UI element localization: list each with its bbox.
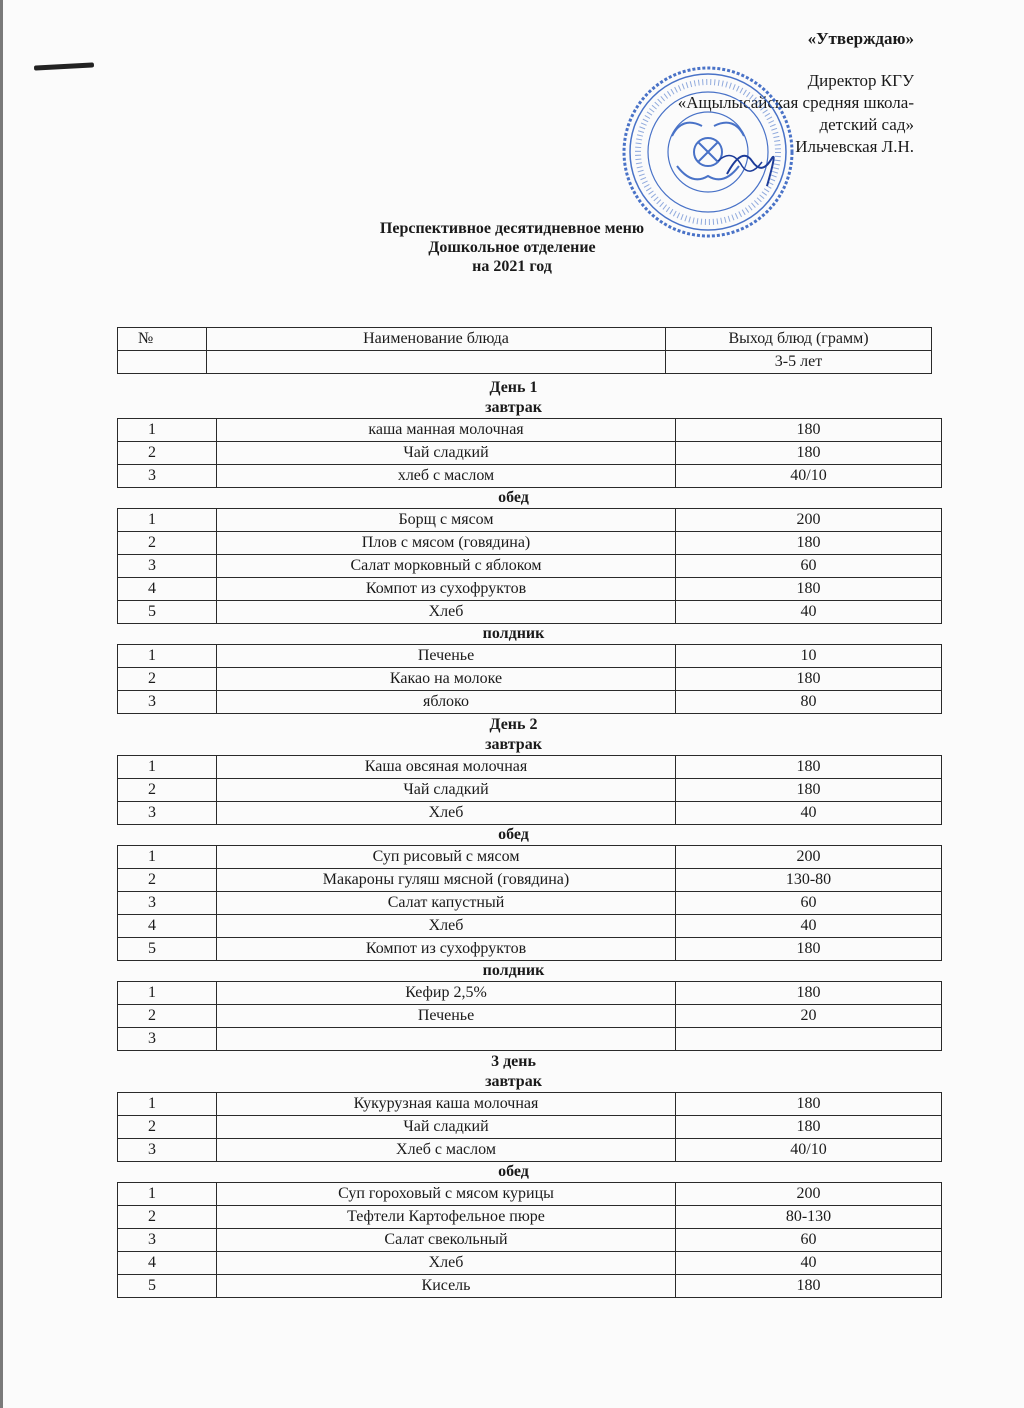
item-number: 4 <box>118 1252 217 1275</box>
dish-yield: 60 <box>676 555 942 578</box>
dish-name: Салат свекольный <box>217 1229 676 1252</box>
age-empty-name <box>207 351 666 374</box>
dish-name: Компот из сухофруктов <box>217 938 676 961</box>
approval-title: «Утверждаю» <box>807 29 914 48</box>
day-title: 3 день <box>491 1053 536 1070</box>
col-dish-name-header: Наименование блюда <box>207 328 666 351</box>
scan-artifact <box>34 62 94 70</box>
header-row <box>118 328 932 351</box>
item-number: 2 <box>118 532 217 555</box>
meal-table <box>117 755 942 825</box>
dish-name: Кефир 2,5% <box>217 982 676 1005</box>
table-row <box>118 1116 942 1139</box>
dish-name: каша манная молочная <box>217 419 676 442</box>
table-row <box>118 1206 942 1229</box>
table-row <box>118 1093 942 1116</box>
table-row <box>118 869 942 892</box>
dish-yield: 40 <box>676 601 942 624</box>
dish-name: Кукурузная каша молочная <box>217 1093 676 1116</box>
dish-name: Хлеб <box>217 915 676 938</box>
meal-table <box>117 644 942 714</box>
age-empty-num <box>118 351 207 374</box>
dish-yield: 80-130 <box>676 1206 942 1229</box>
table-row <box>118 1028 942 1051</box>
table-row <box>118 668 942 691</box>
dish-yield: 60 <box>676 892 942 915</box>
item-number: 3 <box>118 802 217 825</box>
dish-yield: 60 <box>676 1229 942 1252</box>
table-row <box>118 1183 942 1206</box>
table-row <box>118 1275 942 1298</box>
dish-yield: 40/10 <box>676 1139 942 1162</box>
item-number: 2 <box>118 869 217 892</box>
dish-yield: 180 <box>676 982 942 1005</box>
dish-yield: 180 <box>676 756 942 779</box>
item-number: 2 <box>118 1206 217 1229</box>
dish-name: Чай сладкий <box>217 779 676 802</box>
table-row <box>118 691 942 714</box>
meal-table <box>117 418 942 488</box>
dish-yield: 200 <box>676 509 942 532</box>
menu-content <box>117 327 910 1298</box>
dish-yield: 40 <box>676 802 942 825</box>
dish-yield: 180 <box>676 1116 942 1139</box>
meal-table <box>117 845 942 961</box>
item-number: 1 <box>118 1183 217 1206</box>
dish-name: Кисель <box>217 1275 676 1298</box>
table-row <box>118 1229 942 1252</box>
item-number: 3 <box>118 1028 217 1051</box>
meal-title: полдник <box>482 962 545 979</box>
dish-yield: 180 <box>676 1093 942 1116</box>
meal-table <box>117 981 942 1051</box>
meal-title: обед <box>498 826 529 843</box>
dish-yield: 200 <box>676 1183 942 1206</box>
dish-yield <box>676 1028 942 1051</box>
item-number: 1 <box>118 846 217 869</box>
item-number: 4 <box>118 578 217 601</box>
item-number: 1 <box>118 1093 217 1116</box>
meal-title: завтрак <box>485 736 542 753</box>
dish-name: Хлеб <box>217 802 676 825</box>
meal-table <box>117 1092 942 1162</box>
table-row <box>118 465 942 488</box>
item-number: 2 <box>118 668 217 691</box>
approval-org: «Ащылысайская средняя школа- <box>677 93 914 112</box>
day-title: День 1 <box>489 379 538 396</box>
dish-yield: 40/10 <box>676 465 942 488</box>
table-row <box>118 509 942 532</box>
dish-yield: 40 <box>676 915 942 938</box>
item-number: 4 <box>118 915 217 938</box>
item-number: 2 <box>118 1116 217 1139</box>
dish-name: Хлеб <box>217 1252 676 1275</box>
item-number: 2 <box>118 442 217 465</box>
meal-title: завтрак <box>485 1073 542 1090</box>
dish-yield: 180 <box>676 578 942 601</box>
dish-yield: 180 <box>676 668 942 691</box>
meal-title: завтрак <box>485 399 542 416</box>
dish-name: Тефтели Картофельное пюре <box>217 1206 676 1229</box>
heading-title: Перспективное десятидневное меню <box>379 220 645 237</box>
table-row <box>118 779 942 802</box>
age-group-label: 3-5 лет <box>666 351 932 374</box>
table-row <box>118 419 942 442</box>
item-number: 1 <box>118 982 217 1005</box>
dish-name: Борщ с мясом <box>217 509 676 532</box>
dish-name: Чай сладкий <box>217 442 676 465</box>
table-row <box>118 578 942 601</box>
table-row <box>118 1005 942 1028</box>
item-number: 3 <box>118 555 217 578</box>
item-number: 5 <box>118 938 217 961</box>
document-heading <box>0 219 1024 276</box>
item-number: 2 <box>118 1005 217 1028</box>
dish-yield: 200 <box>676 846 942 869</box>
dish-name: Салат морковный с яблоком <box>217 555 676 578</box>
item-number: 1 <box>118 509 217 532</box>
item-number: 1 <box>118 756 217 779</box>
dish-name: яблоко <box>217 691 676 714</box>
dish-name: Суп рисовый с мясом <box>217 846 676 869</box>
dish-name: Хлеб с маслом <box>217 1139 676 1162</box>
dish-yield: 180 <box>676 442 942 465</box>
meal-title: обед <box>498 489 529 506</box>
dish-name: Салат капустный <box>217 892 676 915</box>
scan-edge <box>0 0 3 1408</box>
dish-name: Печенье <box>217 645 676 668</box>
dish-name: Компот из сухофруктов <box>217 578 676 601</box>
item-number: 3 <box>118 691 217 714</box>
meal-table <box>117 508 942 624</box>
item-number: 3 <box>118 465 217 488</box>
dish-yield: 40 <box>676 1252 942 1275</box>
table-row <box>118 756 942 779</box>
dish-name: Макароны гуляш мясной (говядина) <box>217 869 676 892</box>
dish-name: Чай сладкий <box>217 1116 676 1139</box>
meal-title: обед <box>498 1163 529 1180</box>
days-container <box>117 378 910 1298</box>
dish-yield: 180 <box>676 938 942 961</box>
table-row <box>118 555 942 578</box>
dish-name: хлеб с маслом <box>217 465 676 488</box>
meal-table <box>117 1182 942 1298</box>
official-stamp <box>622 66 794 238</box>
table-row <box>118 1139 942 1162</box>
heading-department: Дошкольное отделение <box>428 239 596 256</box>
age-group-row <box>118 351 932 374</box>
item-number: 3 <box>118 1229 217 1252</box>
item-number: 3 <box>118 1139 217 1162</box>
table-row <box>118 915 942 938</box>
dish-yield: 180 <box>676 1275 942 1298</box>
item-number: 1 <box>118 419 217 442</box>
table-row <box>118 645 942 668</box>
table-row <box>118 846 942 869</box>
dish-name: Печенье <box>217 1005 676 1028</box>
col-number-header: № <box>118 328 207 351</box>
table-row <box>118 892 942 915</box>
item-number: 3 <box>118 892 217 915</box>
table-row <box>118 442 942 465</box>
dish-yield: 80 <box>676 691 942 714</box>
dish-name: Суп гороховый с мясом курицы <box>217 1183 676 1206</box>
meal-title: полдник <box>482 625 545 642</box>
item-number: 2 <box>118 779 217 802</box>
dish-yield: 180 <box>676 779 942 802</box>
table-row <box>118 1252 942 1275</box>
dish-name: Хлеб <box>217 601 676 624</box>
table-row <box>118 982 942 1005</box>
dish-name: Плов с мясом (говядина) <box>217 532 676 555</box>
table-row <box>118 601 942 624</box>
heading-year: на 2021 год <box>472 258 552 275</box>
dish-yield: 130-80 <box>676 869 942 892</box>
dish-yield: 180 <box>676 532 942 555</box>
approval-signatory: Ильчевская Л.Н. <box>795 137 914 156</box>
dish-name <box>217 1028 676 1051</box>
dish-yield: 20 <box>676 1005 942 1028</box>
item-number: 1 <box>118 645 217 668</box>
menu-header-table <box>117 327 932 374</box>
item-number: 5 <box>118 601 217 624</box>
dish-name: Какао на молоке <box>217 668 676 691</box>
table-row <box>118 532 942 555</box>
col-yield-header: Выход блюд (грамм) <box>666 328 932 351</box>
approval-position: Директор КГУ <box>807 71 914 90</box>
dish-name: Каша овсяная молочная <box>217 756 676 779</box>
approval-org-cont: детский сад» <box>819 115 914 134</box>
table-row <box>118 802 942 825</box>
dish-yield: 10 <box>676 645 942 668</box>
item-number: 5 <box>118 1275 217 1298</box>
dish-yield: 180 <box>676 419 942 442</box>
day-title: День 2 <box>489 716 538 733</box>
table-row <box>118 938 942 961</box>
